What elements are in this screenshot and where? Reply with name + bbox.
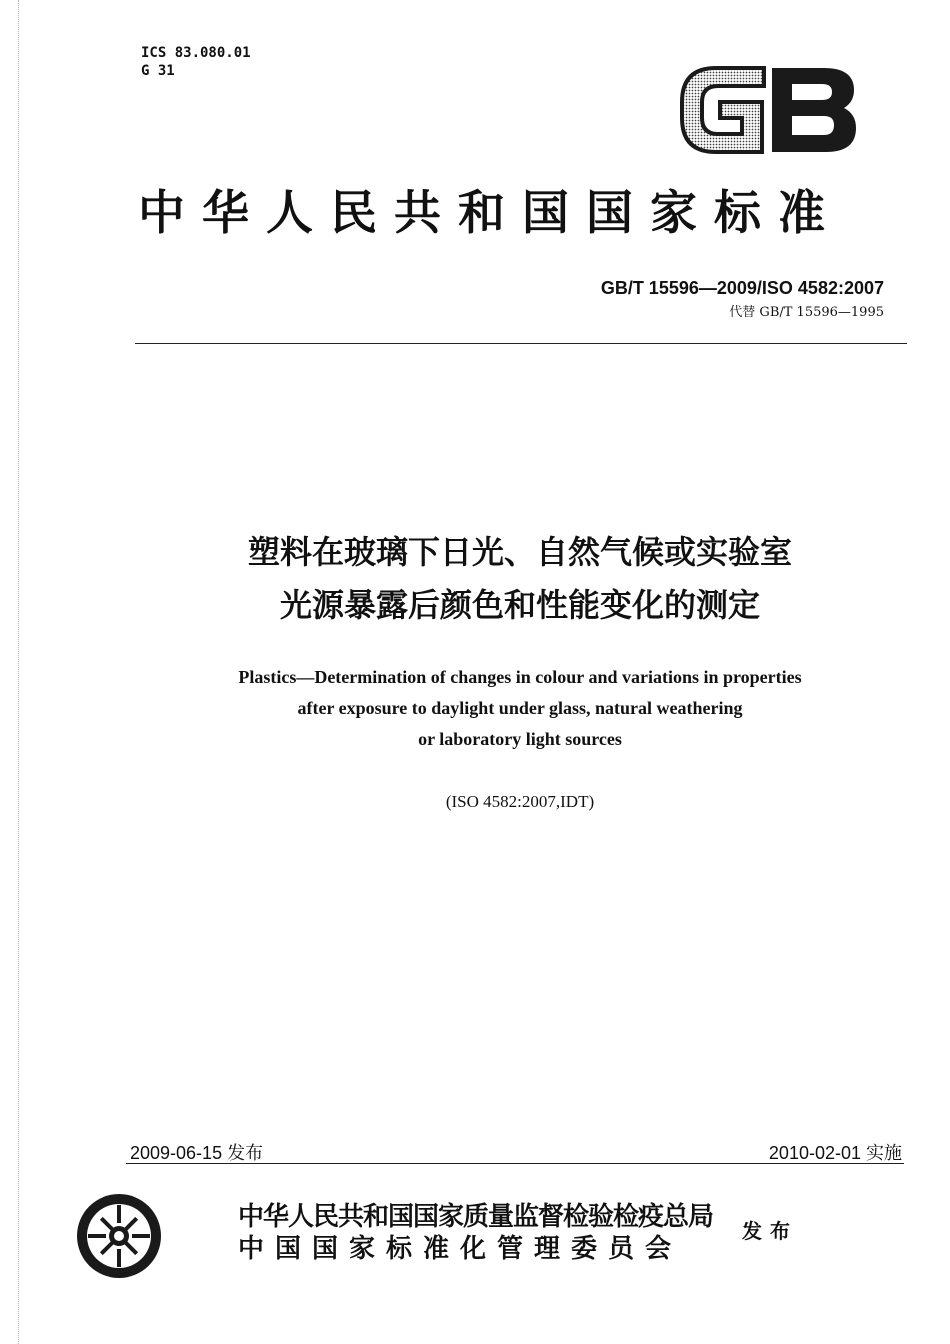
title-cn-line-1: 塑料在玻璃下日光、自然气候或实验室 — [247, 533, 792, 571]
title-en-line-2: after exposure to daylight under glass, natural weathering — [297, 698, 743, 718]
iso-equivalence: (ISO 4582:2007,IDT) — [445, 792, 595, 811]
issue-date: 2009-06-15 发布 — [130, 1143, 264, 1163]
title-cn-line-2: 光源暴露后颜色和性能变化的测定 — [279, 586, 760, 624]
ccs-code: G 31 — [141, 63, 175, 79]
title-en-line-3: or laboratory light sources — [418, 729, 622, 749]
standard-number: GB/T 15596—2009/ISO 4582:2007 — [600, 278, 884, 298]
implementation-date: 2010-02-01 实施 — [768, 1143, 902, 1163]
gb-logo-text: GB — [768, 118, 770, 119]
country-standard-heading: 中华人民共和国国家标准 — [138, 186, 842, 241]
gb-logo — [676, 62, 860, 158]
classification-codes — [141, 44, 251, 80]
title-chinese — [0, 526, 950, 632]
header-rule — [135, 343, 907, 344]
replaces-standard: 代替 GB/T 15596—1995 — [729, 305, 884, 320]
issuer-aqsiq: 中华人民共和国国家质量监督检验检疫总局 — [238, 1202, 714, 1232]
title-english — [0, 662, 950, 755]
footer-rule — [126, 1163, 904, 1164]
issuer-sac: 中国国家标准化管理委员会 — [238, 1234, 683, 1264]
emblem-icon — [74, 1191, 164, 1281]
publish-label: 发布 — [742, 1219, 798, 1243]
title-en-line-1: Plastics—Determination of changes in colour and variations in properties — [238, 667, 802, 687]
ics-code: ICS 83.080.01 — [141, 45, 251, 61]
